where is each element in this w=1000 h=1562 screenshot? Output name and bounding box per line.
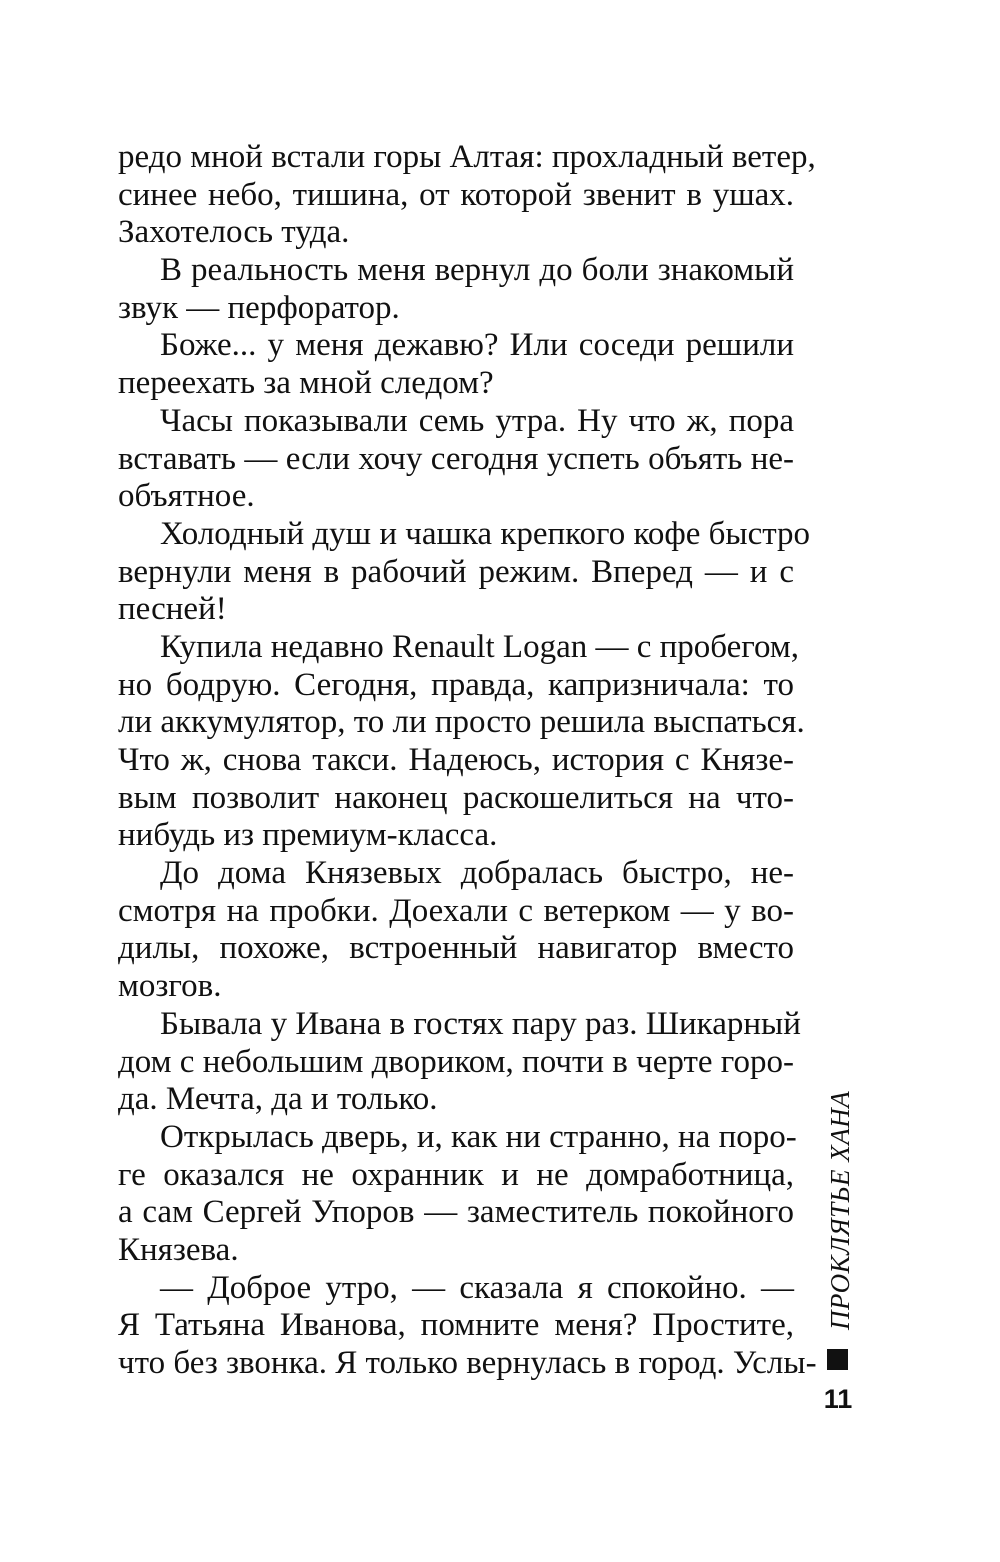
text-line: Что ж, снова такси. Надеюсь, история с Князе- xyxy=(118,742,794,778)
text-line: синее небо, тишина, от которой звенит в ушах. xyxy=(118,176,794,213)
running-title: ПРОКЛЯТЬЕ ХАНА xyxy=(825,1090,855,1330)
text-line: редо мной встали горы Алтая: прохладный ветер, xyxy=(118,139,816,175)
text-line: вернули меня в рабочий режим. Вперед — и с xyxy=(118,553,794,590)
text-line: песней! xyxy=(118,591,227,628)
text-line: смотря на пробки. Доехали с ветерком — у во- xyxy=(118,892,794,929)
text-line: что без звонка. Я только вернулась в город. Услы- xyxy=(118,1345,817,1381)
text-line: дилы, похоже, встроенный навигатор вместо xyxy=(118,930,794,967)
square-marker-icon xyxy=(827,1349,848,1370)
text-line: Бывала у Ивана в гостях пару раз. Шикарный xyxy=(160,1005,801,1042)
text-line: Открылась дверь, и, как ни странно, на поро- xyxy=(160,1118,797,1155)
text-line: ли аккумулятор, то ли просто решила выспаться. xyxy=(118,704,805,741)
body-text xyxy=(118,139,817,1383)
text-line: Захотелось туда. xyxy=(118,214,350,251)
text-line: объятное. xyxy=(118,478,255,515)
text-line: вым позволит наконец раскошелиться на что- xyxy=(118,779,794,816)
text-line: переехать за мной следом? xyxy=(118,365,494,402)
text-line: — Доброе утро, — сказала я спокойно. — xyxy=(160,1269,794,1306)
text-line: ге оказался не охранник и не домработница, xyxy=(118,1156,794,1193)
text-line: В реальность меня вернул до боли знакомый xyxy=(160,252,794,289)
text-line: нибудь из премиум-класса. xyxy=(118,817,498,854)
text-line: Я Татьяна Иванова, помните меня? Простите, xyxy=(118,1307,794,1344)
text-line: мозгов. xyxy=(118,968,222,1005)
text-line: Князева. xyxy=(118,1231,239,1268)
text-line: Часы показывали семь утра. Ну что ж, пора xyxy=(160,402,794,439)
text-line: Купила недавно Renault Logan — с пробегом, xyxy=(160,628,799,665)
text-line: До дома Князевых добралась быстро, не- xyxy=(160,855,794,892)
text-line: а сам Сергей Упоров — заместитель покойного xyxy=(118,1194,794,1231)
page-number: 11 xyxy=(823,1384,853,1414)
text-line: Боже... у меня дежавю? Или соседи решили xyxy=(160,327,794,364)
text-line: дом с небольшим двориком, почти в черте горо- xyxy=(118,1043,794,1080)
text-line: Холодный душ и чашка крепкого кофе быстро xyxy=(160,515,811,552)
text-line: звук — перфоратор. xyxy=(118,289,400,326)
text-line: но бодрую. Сегодня, правда, капризничала: то xyxy=(118,666,794,703)
text-line: да. Мечта, да и только. xyxy=(118,1081,438,1118)
text-line: вставать — если хочу сегодня успеть объять не- xyxy=(118,440,794,477)
